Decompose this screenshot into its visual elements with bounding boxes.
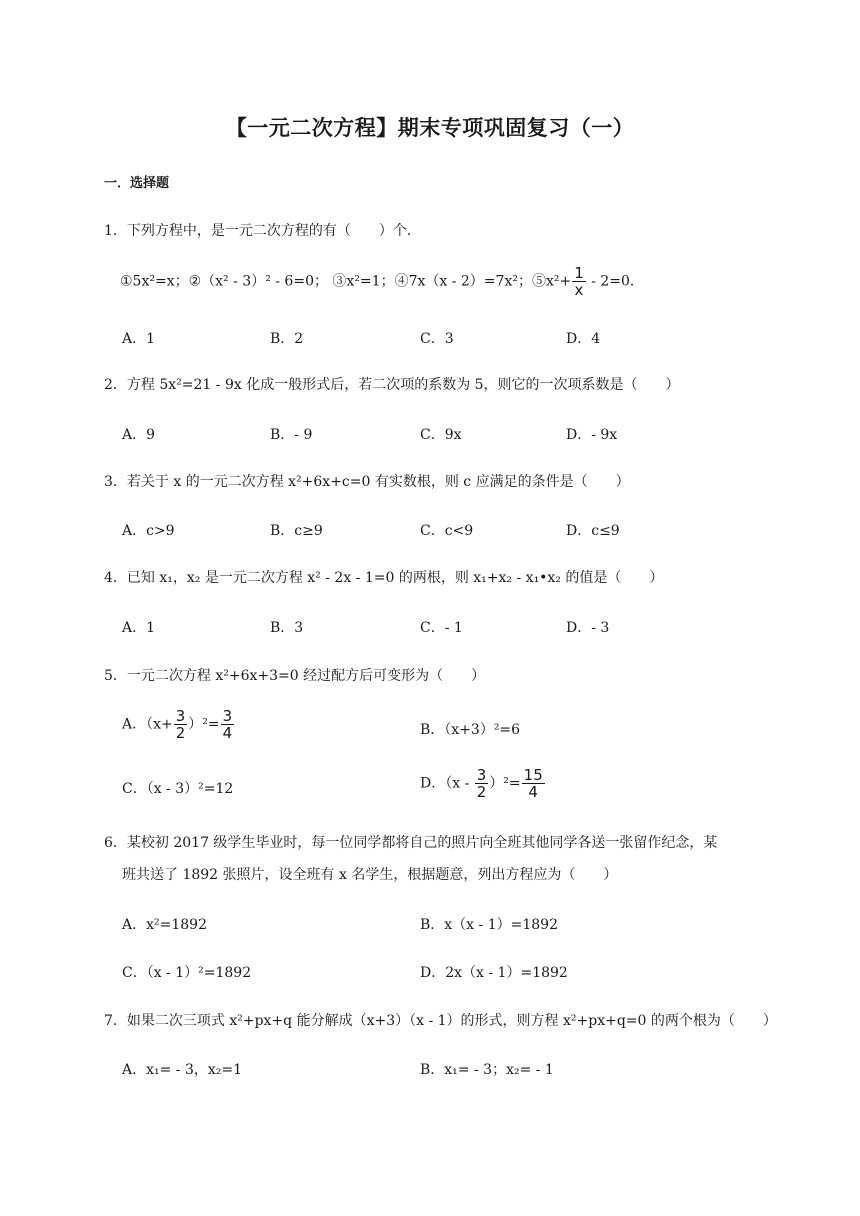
fraction-denominator: 2 <box>476 783 487 801</box>
q5-a-middle: ）²= <box>188 716 220 733</box>
q2-option-a[interactable]: A．9 <box>122 427 156 443</box>
fraction-denominator: x <box>572 281 586 298</box>
fraction-numerator: 3 <box>175 707 186 725</box>
section-heading: 一．选择题 <box>104 176 170 191</box>
question-1-equations-a: ①5x²=x；②（x² - 3）² - 6=0； ③x²=1；④7x（x - 2）=7x²；⑤x²+ <box>120 273 572 290</box>
q6-option-c[interactable]: C．（x - 1）²=1892 <box>122 965 252 981</box>
q1-option-d[interactable]: D．4 <box>566 331 601 347</box>
q4-option-a[interactable]: A．1 <box>122 620 156 636</box>
fraction-numerator: 1 <box>574 264 584 282</box>
question-5-stem: 5．一元二次方程 x²+6x+3=0 经过配方后可变形为（ ） <box>104 668 486 684</box>
q4-option-d[interactable]: D．- 3 <box>566 620 610 636</box>
fraction-3-over-2 <box>174 708 188 741</box>
q6-option-a[interactable]: A．x²=1892 <box>122 917 207 933</box>
q5-a-prefix: A．（x+ <box>122 716 173 733</box>
fraction-numerator: 3 <box>476 766 487 784</box>
question-4-stem: 4．已知 x₁，x₂ 是一元二次方程 x² - 2x - 1=0 的两根，则 x₁+x₂ - x₁•x₂ 的值是（ ） <box>104 570 664 586</box>
question-3-stem: 3．若关于 x 的一元二次方程 x²+6x+c=0 有实数根，则 c 应满足的条件是（ ） <box>104 474 630 490</box>
question-6-stem-line-1: 6．某校初 2017 级学生毕业时，每一位同学都将自己的照片向全班其他同学各送一张留作纪念，某 <box>104 835 718 851</box>
question-1-equations-b: - 2=0． <box>586 273 644 290</box>
q3-option-a[interactable]: A．c>9 <box>122 523 175 539</box>
q7-option-a[interactable]: A．x₁= - 3，x₂=1 <box>122 1062 243 1078</box>
question-6-stem-line-2: 班共送了 1892 张照片，设全班有 x 名学生，根据题意，列出方程应为（ ） <box>122 867 618 883</box>
question-2-stem: 2．方程 5x²=21 - 9x 化成一般形式后，若二次项的系数为 5，则它的一次项系数是（ ） <box>104 377 680 393</box>
question-7-stem: 7．如果二次三项式 x²+px+q 能分解成（x+3）（x - 1）的形式，则方程 x²+px+q=0 的两个根为（ ） <box>104 1013 777 1029</box>
q3-option-d[interactable]: D．c≤9 <box>566 523 620 539</box>
question-1-equations <box>120 265 644 298</box>
page-title: 【一元二次方程】期末专项巩固复习（一） <box>225 116 635 140</box>
q1-option-c[interactable]: C．3 <box>420 331 454 347</box>
q5-option-a[interactable] <box>122 708 235 741</box>
q1-option-b[interactable]: B．2 <box>270 331 304 347</box>
q2-option-d[interactable]: D．- 9x <box>566 427 618 443</box>
fraction-3-over-4 <box>221 708 235 741</box>
q5-d-prefix: D．（x - <box>420 775 474 792</box>
q1-option-a[interactable]: A．1 <box>122 331 156 347</box>
q4-option-b[interactable]: B．3 <box>270 620 304 636</box>
q3-option-c[interactable]: C．c<9 <box>420 523 474 539</box>
q5-option-c[interactable]: C．（x - 3）²=12 <box>122 781 234 797</box>
q2-option-c[interactable]: C．9x <box>420 427 462 443</box>
q6-option-d[interactable]: D．2x（x - 1）=1892 <box>420 965 568 981</box>
question-1-stem: 1．下列方程中，是一元二次方程的有（ ）个． <box>104 223 421 239</box>
fraction-numerator: 15 <box>523 766 543 784</box>
q4-option-c[interactable]: C．- 1 <box>420 620 463 636</box>
fraction-denominator: 4 <box>222 724 233 742</box>
q5-option-d[interactable] <box>420 767 546 800</box>
fraction-numerator: 3 <box>222 707 233 725</box>
q5-d-middle: ）²= <box>489 775 521 792</box>
q7-option-b[interactable]: B．x₁= - 3；x₂= - 1 <box>420 1062 554 1078</box>
fraction-3-over-2 <box>475 767 489 800</box>
q5-option-b[interactable]: B．（x+3）²=6 <box>420 722 521 738</box>
q2-option-b[interactable]: B．- 9 <box>270 427 313 443</box>
fraction-denominator: 4 <box>522 783 545 800</box>
fraction-one-over-x <box>572 265 586 298</box>
fraction-15-over-4 <box>522 767 545 800</box>
q3-option-b[interactable]: B．c≥9 <box>270 523 323 539</box>
fraction-denominator: 2 <box>175 724 186 742</box>
q6-option-b[interactable]: B．x（x - 1）=1892 <box>420 917 558 933</box>
